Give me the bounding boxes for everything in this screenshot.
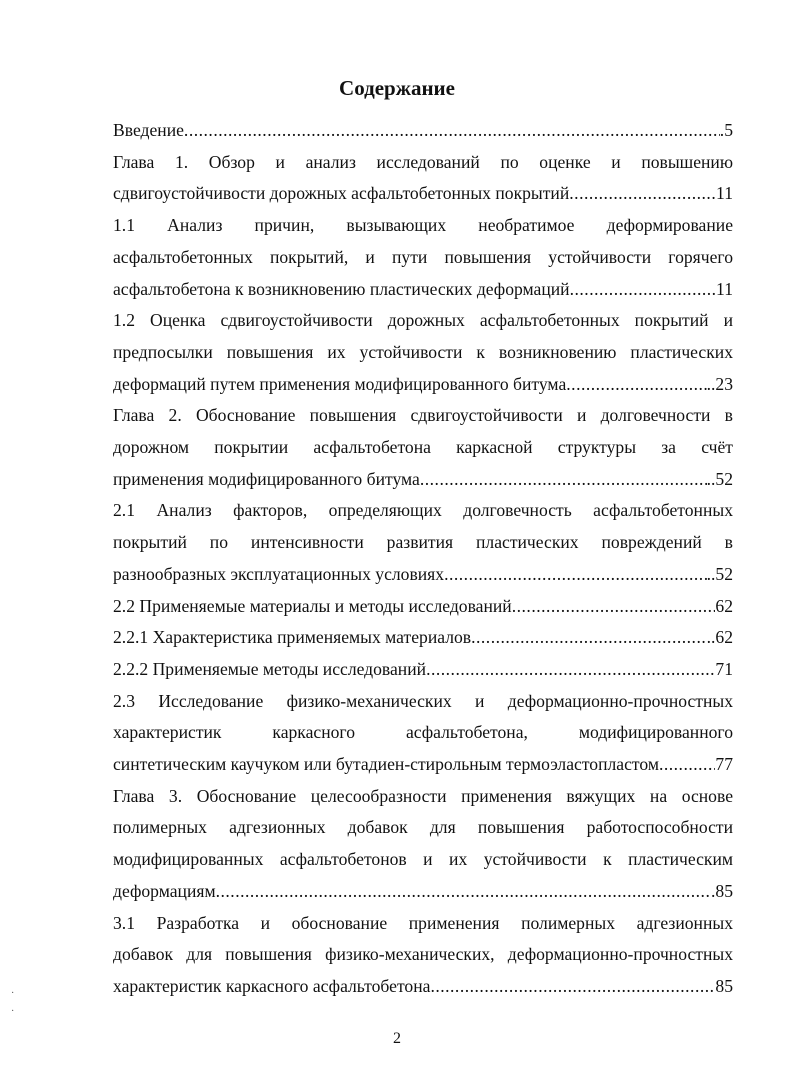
toc-entry-line [113, 974, 733, 998]
toc-text-line: характеристик каркасного асфальтобетона, модифицированного [113, 722, 733, 743]
toc-entry-line [113, 657, 733, 681]
dot-leader [430, 974, 715, 998]
toc-entry-title: Введение [113, 120, 184, 140]
toc-entry-title: деформациям [113, 880, 216, 901]
toc-page-number: 62 [715, 595, 733, 616]
dot-leader [659, 752, 715, 776]
toc-entry-line [113, 118, 733, 142]
toc-entry-line [113, 277, 733, 301]
toc-text-line: модифицированных асфальтобетонов и их устойчивости к пластическим [113, 849, 733, 870]
toc-entry-line [113, 625, 733, 649]
toc-entry-line [113, 879, 733, 903]
toc-entry-title: 2.2.2 Применяемые методы исследований [113, 658, 427, 679]
toc-entry-line [113, 752, 733, 776]
toc-page-number: ..52 [706, 563, 733, 584]
toc-page-number: 85 [715, 975, 733, 996]
page-number: 2 [393, 1030, 401, 1047]
toc-entry-line [113, 181, 733, 205]
toc-page-number: .5 [719, 120, 733, 140]
toc-entry-title: разнообразных эксплуатационных условиях [113, 563, 445, 584]
dot-leader [569, 181, 716, 205]
dot-leader [570, 277, 716, 301]
toc-text-line: полимерных адгезионных добавок для повышения работоспособности [113, 817, 733, 838]
margin-mark: · [11, 988, 15, 999]
toc-text-line: дорожном покрытии асфальтобетона каркасной структуры за счёт [113, 437, 733, 457]
toc-page-number: ..23 [706, 373, 733, 394]
toc-entry-title: синтетическим каучуком или бутадиен-стирольным термоэластопластом [113, 754, 659, 774]
toc-page-number: ..62 [706, 627, 733, 648]
toc-text-line: добавок для повышения физико-механических, деформационно-прочностных [113, 944, 733, 965]
dot-leader [471, 625, 707, 649]
toc-entry-line [113, 594, 733, 618]
dot-leader [512, 594, 716, 618]
toc-text-line: покрытий по интенсивности развития пластических повреждений в [113, 532, 733, 553]
toc-text-line: Глава 3. Обоснование целесообразности применения вяжущих на основе [113, 785, 733, 806]
dot-leader [426, 657, 715, 681]
toc-page-number: 77 [715, 754, 733, 774]
toc-text-line: предпосылки повышения их устойчивости к возникновению пластических [113, 341, 733, 362]
toc-text-line: 1.1 Анализ причин, вызывающих необратимое деформирование [113, 215, 733, 236]
dot-leader [420, 467, 707, 491]
toc-entry-title: деформаций путем применения модифицированного битума [113, 373, 567, 394]
margin-mark: · [11, 1006, 15, 1017]
toc-text-line: 2.3 Исследование физико-механических и деформационно-прочностных [113, 690, 733, 711]
toc-page-number: 11 [716, 278, 733, 299]
toc-entry-title: асфальтобетона к возникновению пластических деформаций [113, 278, 570, 299]
toc-entry-title: 2.2 Применяемые материалы и методы исследований [113, 595, 512, 616]
toc-entry-title: 2.2.1 Характеристика применяемых материалов [113, 627, 472, 648]
toc-page-number: 71 [715, 658, 733, 679]
toc-page-number: 11 [716, 183, 733, 204]
dot-leader [444, 562, 707, 586]
page-title: Содержание [339, 76, 455, 100]
toc-text-line: 1.2 Оценка сдвигоустойчивости дорожных асфальтобетонных покрытий и [113, 310, 733, 331]
toc-page-number: ..52 [706, 468, 733, 489]
dot-leader [184, 118, 720, 142]
toc-entry-title: применения модифицированного битума [113, 468, 420, 489]
toc-text-line: Глава 2. Обоснование повышения сдвигоустойчивости и долговечности в [113, 405, 733, 426]
toc-entry-line [113, 467, 733, 491]
toc-entry-line [113, 562, 733, 586]
toc-text-line: 3.1 Разработка и обоснование применения полимерных адгезионных [113, 912, 733, 933]
toc-text-line: 2.1 Анализ факторов, определяющих долговечность асфальтобетонных [113, 500, 733, 521]
dot-leader [216, 879, 711, 903]
dot-leader [566, 372, 706, 396]
toc-entry-line [113, 372, 733, 396]
toc-entry-title: сдвигоустойчивости дорожных асфальтобетонных покрытий [113, 183, 570, 204]
toc-page-number: .85 [711, 880, 733, 901]
toc-text-line: Глава 1. Обзор и анализ исследований по оценке и повышению [113, 151, 733, 172]
toc-text-line: асфальтобетонных покрытий, и пути повышения устойчивости горячего [113, 246, 733, 267]
toc-entry-title: характеристик каркасного асфальтобетона [113, 975, 431, 996]
